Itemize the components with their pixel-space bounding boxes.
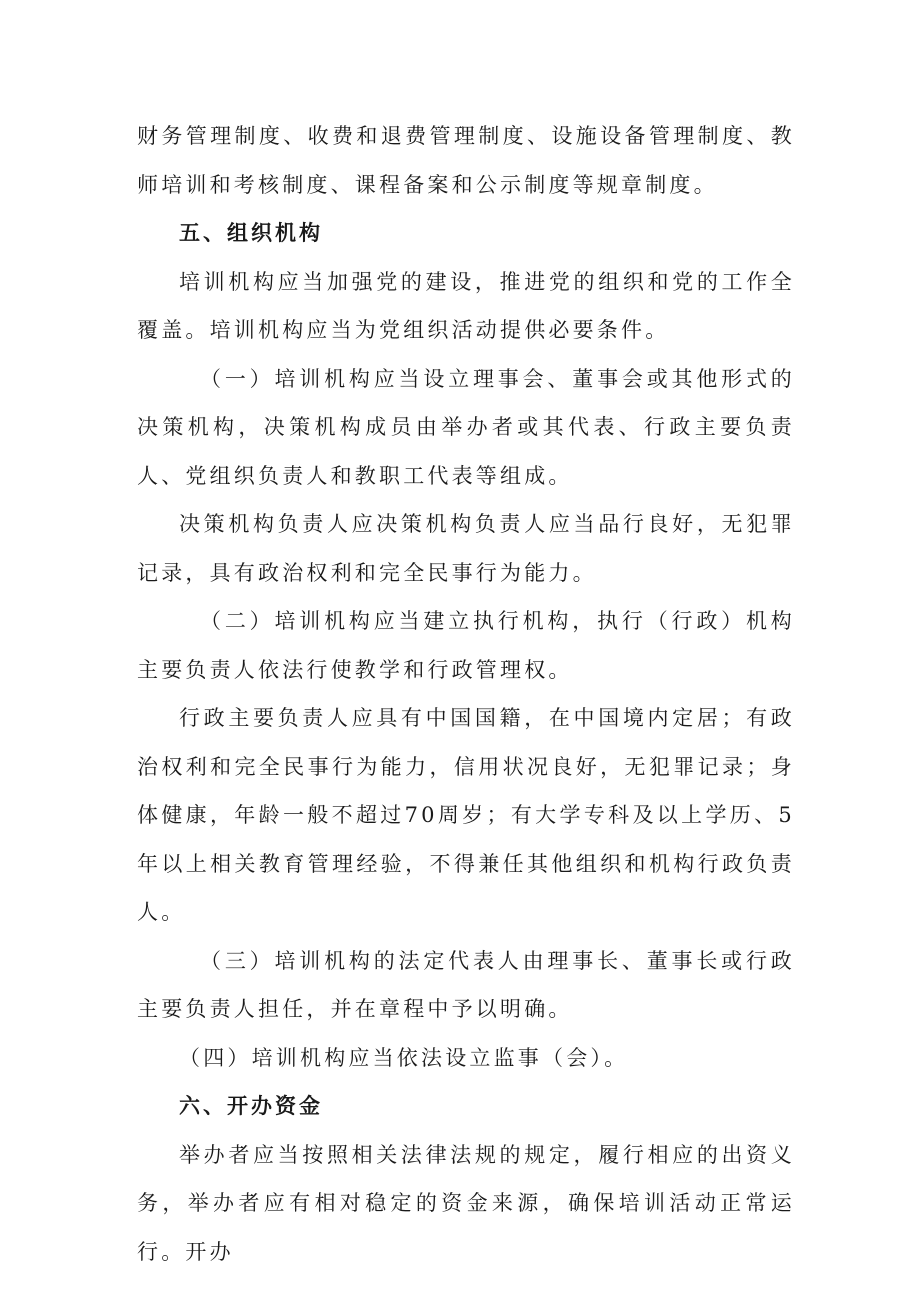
- section-heading-funding: 六、开办资金: [179, 1094, 323, 1118]
- paragraph-decision-head: 决策机构负责人应决策机构负责人应当品行良好，无犯罪记录，具有政治权利和完全民事行为能力。: [137, 512, 795, 585]
- paragraph-executive-head: 行政主要负责人应具有中国国籍，在中国境内定居；有政治权利和完全民事行为能力，信用状况良好，无犯罪记录；身体健康，年龄一般不超过70周岁；有大学专科及以上学历、5年以上相关教育管理经验，不得兼任其他组织和机构行政负责人。: [137, 706, 795, 924]
- paragraph-funding: 举办者应当按照相关法律法规的规定，履行相应的出资义务，举办者应有相对稳定的资金来源，确保培训活动正常运行。开办: [137, 1142, 795, 1264]
- section-heading-organization: 五、组织机构: [179, 221, 323, 245]
- paragraph-executive-body: （二）培训机构应当建立执行机构，执行（行政）机构主要负责人依法行使教学和行政管理权。: [137, 609, 795, 682]
- paragraph-party-building: 培训机构应当加强党的建设，推进党的组织和党的工作全覆盖。培训机构应当为党组织活动提供必要条件。: [137, 269, 795, 342]
- paragraph-regulations: 财务管理制度、收费和退费管理制度、设施设备管理制度、教师培训和考核制度、课程备案和公示制度等规章制度。: [137, 124, 795, 197]
- document-page: [137, 112, 795, 1276]
- paragraph-decision-body: （一）培训机构应当设立理事会、董事会或其他形式的决策机构，决策机构成员由举办者或其代表、行政主要负责人、党组织负责人和教职工代表等组成。: [137, 366, 795, 488]
- paragraph-supervisors: （四）培训机构应当依法设立监事（会）。: [179, 1045, 629, 1070]
- paragraph-legal-representative: （三）培训机构的法定代表人由理事长、董事长或行政主要负责人担任，并在章程中予以明确。: [137, 948, 795, 1021]
